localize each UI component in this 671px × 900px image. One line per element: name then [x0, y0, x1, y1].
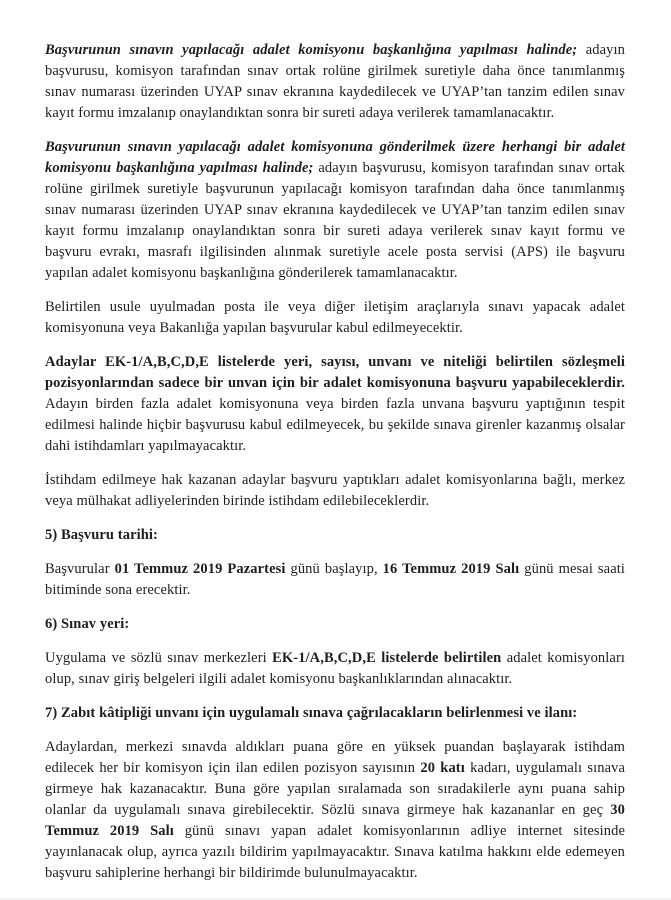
- text-segment: 20 katı: [420, 760, 465, 776]
- document-body: [45, 40, 625, 884]
- paragraph: [45, 737, 625, 884]
- text-segment: EK-1/A,B,C,D,E listelerde belirtilen: [272, 650, 502, 666]
- paragraph: [45, 40, 625, 124]
- paragraph: [45, 352, 625, 457]
- paragraph: [45, 470, 625, 512]
- text-segment: 5) Başvuru tarihi:: [45, 527, 158, 543]
- text-segment: İstihdam edilmeye hak kazanan adaylar başvuru yaptıkları adalet komisyonlarına bağlı, merkez veya mülhakat adliyelerinden birinde istihdam edilebileceklerdir.: [45, 472, 625, 509]
- text-segment: 6) Sınav yeri:: [45, 616, 130, 632]
- text-segment: Belirtilen usule uyulmadan posta ile veya diğer iletişim araçlarıyla sınavı yapacak adalet komisyonuna veya Bakanlığa yapılan başvurular kabul edilmeyecektir.: [45, 299, 625, 336]
- text-segment: günü mesai saati bitiminde sona erecektir.: [45, 561, 625, 598]
- text-segment: Adaylardan, merkezi sınavda aldıkları puana göre en yüksek puandan başlayarak istihdam edilecek her bir komisyon için ilan edilen pozisyon sayısının: [45, 739, 625, 776]
- text-segment: kadarı, uygulamalı sınava girmeye hak kazanacaktır. Buna göre yapılan sıralamada son sıradakilerle aynı puana sahip olanlar da uygulamalı sınava girebilecektir. Sözlü sınava girmeye hak kazananlar en geç: [45, 760, 626, 818]
- section-heading: [45, 703, 625, 724]
- text-segment: Başvurunun sınavın yapılacağı adalet komisyonuna gönderilmek üzere herhangi bir adalet komisyonu başkanlığına yapılması halinde;: [45, 139, 625, 176]
- text-segment: 01 Temmuz 2019 Pazartesi: [114, 561, 286, 577]
- text-segment: Adaylar EK-1/A,B,C,D,E listelerde yeri, sayısı, unvanı ve niteliği belirtilen sözleşmeli pozisyonlarından sadece bir unvan için bir adalet komisyonuna başvuru yapabileceklerdir.: [45, 354, 625, 391]
- paragraph: [45, 648, 625, 690]
- paragraph: [45, 297, 625, 339]
- text-segment: Başvurular: [45, 561, 115, 577]
- text-segment: 16 Temmuz 2019 Salı: [382, 561, 520, 577]
- section-heading: [45, 614, 625, 635]
- text-segment: adayın başvurusu, komisyon tarafından sınav ortak rolüne girilmek suretiyle başvurunun yapılacağı komisyon tarafından daha önce tanımlanmış sınav numarası üzerinden UYAP sınav ekranına kaydedilecek ve UYAP’tan tanzim edilen sınav kayıt formu imzalanıp onaylandıktan sonra bir sureti adaya verilerek sınav kayıt formu ve başvuru evrakı, masrafı ilgilisinden alınmak suretiyle acele posta servisi (APS) ile başvuru yapılan adalet komisyonu başkanlığına gönderilerek tamamlanacaktır.: [45, 160, 625, 281]
- text-segment: 30 Temmuz 2019 Salı: [45, 802, 625, 839]
- text-segment: günü sınavı yapan adalet komisyonlarının adliye internet sitesinde yayınlanacak olup, ayrıca yazılı bildirim yapılmayacaktır. Sınava katılma hakkını elde edemeyen başvuru sahiplerine herhangi bir bildirimde bulunulmayacaktır.: [45, 823, 625, 881]
- text-segment: adayın başvurusu, komisyon tarafından sınav ortak rolüne girilmek suretiyle daha önce tanımlanmış sınav numarası üzerinden UYAP sınav ekranına kaydedilecek ve UYAP’tan tanzim edilen sınav kayıt formu imzalanıp onaylandıktan sonra bir sureti adaya verilerek tamamlanacaktır.: [45, 42, 625, 121]
- paragraph: [45, 559, 625, 601]
- text-segment: Başvurunun sınavın yapılacağı adalet komisyonu başkanlığına yapılması halinde;: [45, 42, 578, 58]
- text-segment: Uygulama ve sözlü sınav merkezleri: [45, 650, 273, 666]
- text-segment: günü başlayıp,: [285, 561, 383, 577]
- text-segment: 7) Zabıt kâtipliği unvanı için uygulamalı sınava çağrılacakların belirlenmesi ve ilanı:: [45, 705, 578, 721]
- paragraph: [45, 137, 625, 284]
- text-segment: adalet komisyonları olup, sınav giriş belgeleri ilgili adalet komisyonu başkanlıklarından alınacaktır.: [45, 650, 625, 687]
- text-segment: Adayın birden fazla adalet komisyonuna veya birden fazla unvana başvuru yaptığının tespit edilmesi halinde hiçbir başvurusu kabul edilmeyecek, bu şekilde sınava girenler kazanmış olsalar dahi istihdamları yapılmayacaktır.: [45, 396, 625, 454]
- section-heading: [45, 525, 625, 546]
